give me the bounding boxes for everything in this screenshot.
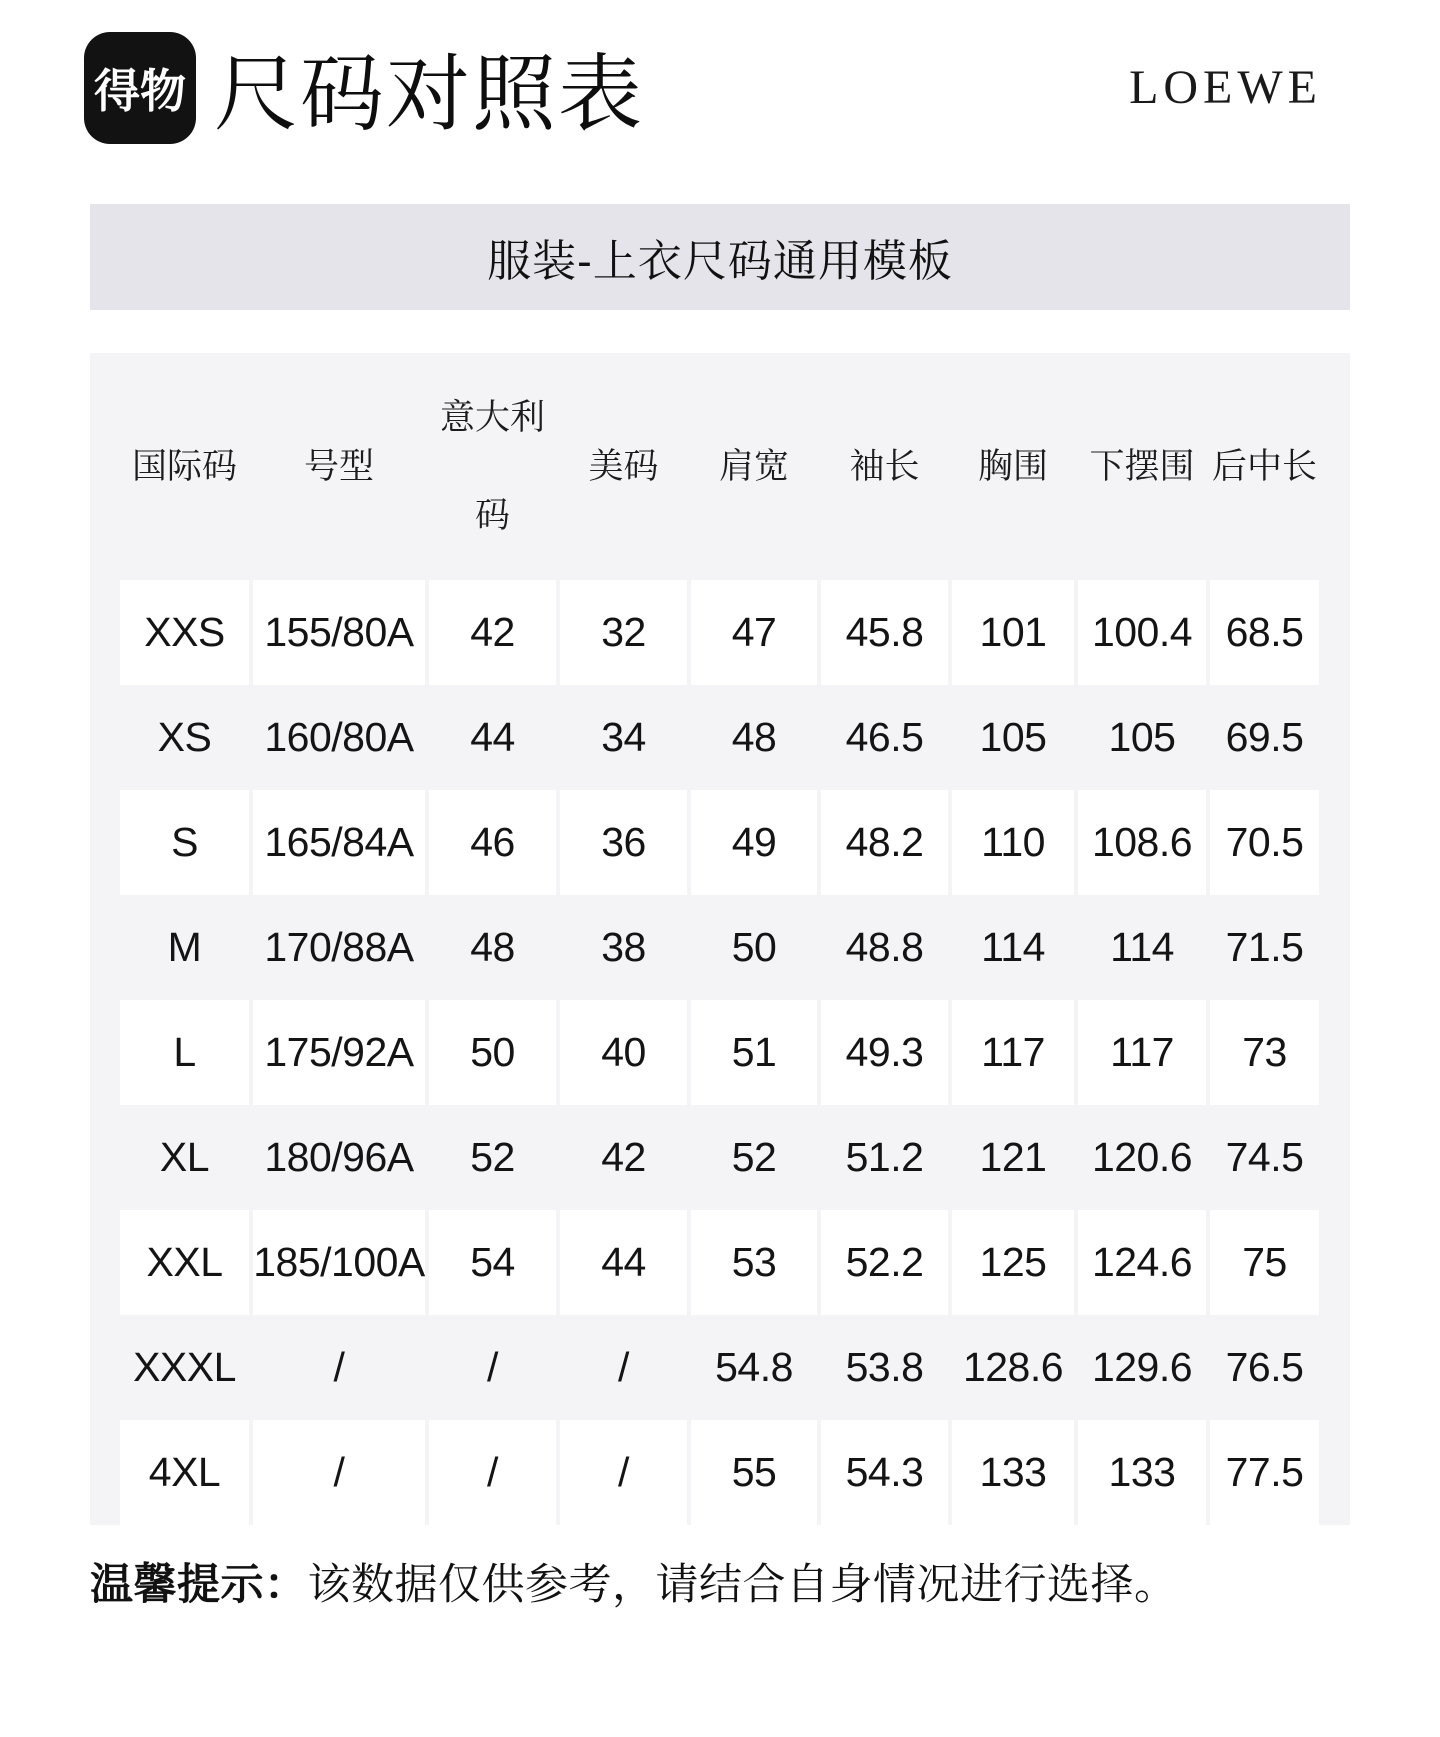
table-cell: 50	[731, 924, 777, 970]
table-cell: 42	[429, 580, 556, 685]
table-row	[90, 685, 1350, 790]
table-row	[90, 1210, 1350, 1315]
table-cell: /	[560, 1420, 687, 1525]
top-bar	[0, 0, 1440, 148]
table-row	[90, 580, 1350, 685]
table-cell: XXXL	[133, 1344, 236, 1390]
table-cell: 129.6	[1091, 1344, 1193, 1390]
table-cell: 70.5	[1210, 790, 1319, 895]
dewu-logo-text: 得物	[94, 64, 186, 117]
brand-name: LOEWE	[1129, 61, 1322, 114]
table-row	[90, 1105, 1350, 1210]
header-cell: 意大利码	[439, 397, 545, 535]
footer-note	[90, 1551, 1350, 1612]
banner-title: 服装-上衣尺码通用模板	[487, 237, 953, 286]
table-cell: 117	[1078, 1000, 1206, 1105]
table-cell: 120.6	[1091, 1134, 1193, 1180]
table-cell: 180/96A	[264, 1134, 414, 1180]
table-cell: /	[253, 1420, 425, 1525]
table-cell: 101	[952, 580, 1074, 685]
table-cell: 69.5	[1225, 714, 1304, 760]
table-cell: 100.4	[1078, 580, 1206, 685]
table-cell: 45.8	[821, 580, 948, 685]
page-title: 尺码对照表	[214, 47, 645, 141]
table-cell: 121	[979, 1134, 1047, 1180]
table-cell: 49	[691, 790, 817, 895]
table-cell: /	[618, 1344, 629, 1390]
table-cell: XXL	[120, 1210, 249, 1315]
table-row	[90, 1315, 1350, 1420]
table-cell: 165/84A	[253, 790, 425, 895]
table-cell: 114	[1110, 924, 1174, 970]
table-cell: 51.2	[845, 1134, 924, 1180]
table-cell: 49.3	[821, 1000, 948, 1105]
table-cell: 124.6	[1078, 1210, 1206, 1315]
table-cell: 34	[601, 714, 646, 760]
size-table	[90, 353, 1350, 1525]
table-cell: XXS	[120, 580, 249, 685]
table-cell: 175/92A	[253, 1000, 425, 1105]
table-cell: /	[487, 1344, 498, 1390]
table-cell: 48	[731, 714, 777, 760]
table-cell: 53.8	[845, 1344, 924, 1390]
table-cell: 73	[1210, 1000, 1319, 1105]
note-label: 温馨提示：	[90, 1561, 308, 1609]
table-cell: 53	[691, 1210, 817, 1315]
table-cell: 77.5	[1210, 1420, 1319, 1525]
table-cell: 50	[429, 1000, 556, 1105]
table-cell: XS	[157, 714, 212, 760]
table-cell: 4XL	[120, 1420, 249, 1525]
table-cell: 47	[691, 580, 817, 685]
table-cell: 155/80A	[253, 580, 425, 685]
table-cell: 52	[731, 1134, 777, 1180]
table-cell: 52.2	[821, 1210, 948, 1315]
table-cell: 160/80A	[264, 714, 414, 760]
table-cell: 108.6	[1078, 790, 1206, 895]
header-cell: 号型	[303, 446, 374, 486]
table-cell: /	[429, 1420, 556, 1525]
table-cell: L	[120, 1000, 249, 1105]
table-cell: 55	[691, 1420, 817, 1525]
table-cell: 110	[952, 790, 1074, 895]
table-cell: 32	[560, 580, 687, 685]
table-cell: 51	[691, 1000, 817, 1105]
header-cell: 肩宽	[718, 446, 789, 486]
table-cell: 46.5	[845, 714, 924, 760]
table-cell: 170/88A	[264, 924, 414, 970]
table-cell: 54.8	[715, 1344, 793, 1390]
table-cell: 133	[1078, 1420, 1206, 1525]
table-cell: XL	[159, 1134, 210, 1180]
table-cell: 40	[560, 1000, 687, 1105]
table-cell: 125	[952, 1210, 1074, 1315]
header-cell: 后中长	[1211, 446, 1317, 486]
table-cell: 128.6	[962, 1344, 1064, 1390]
table-cell: S	[120, 790, 249, 895]
table-cell: 46	[429, 790, 556, 895]
table-cell: 185/100A	[253, 1210, 425, 1315]
table-row	[90, 1420, 1350, 1525]
table-cell: M	[167, 924, 202, 970]
table-cell: 48.2	[821, 790, 948, 895]
table-cell: /	[333, 1344, 345, 1390]
table-cell: 44	[560, 1210, 687, 1315]
table-cell: 105	[979, 714, 1047, 760]
table-cell: 48.8	[845, 924, 924, 970]
header-cell: 胸围	[977, 446, 1048, 486]
table-cell: 105	[1108, 714, 1176, 760]
table-cell: 54.3	[821, 1420, 948, 1525]
table-cell: 38	[601, 924, 646, 970]
header-cell: 袖长	[849, 446, 920, 486]
table-cell: 75	[1210, 1210, 1319, 1315]
table-body	[90, 580, 1350, 1525]
header-cell: 美码	[588, 446, 659, 486]
table-row	[90, 790, 1350, 895]
header-cell: 下摆围	[1089, 446, 1195, 486]
table-cell: 74.5	[1225, 1134, 1304, 1180]
table-cell: 36	[560, 790, 687, 895]
table-cell: 71.5	[1225, 924, 1304, 970]
table-cell: 52	[470, 1134, 515, 1180]
table-cell: 76.5	[1225, 1344, 1304, 1390]
table-header	[90, 353, 1350, 580]
table-cell: 54	[429, 1210, 556, 1315]
table-cell: 48	[470, 924, 515, 970]
table-cell: 133	[952, 1420, 1074, 1525]
table-cell: 114	[981, 924, 1045, 970]
dewu-logo	[84, 32, 196, 144]
note-text: 该数据仅供参考，请结合自身情况进行选择。	[307, 1561, 1178, 1609]
table-cell: 117	[952, 1000, 1074, 1105]
table-row	[90, 1000, 1350, 1105]
header-cell: 国际码	[131, 446, 237, 486]
table-cell: 68.5	[1210, 580, 1319, 685]
table-cell: 42	[601, 1134, 646, 1180]
template-banner	[90, 204, 1350, 310]
table-row	[90, 895, 1350, 1000]
table-cell: 44	[470, 714, 515, 760]
